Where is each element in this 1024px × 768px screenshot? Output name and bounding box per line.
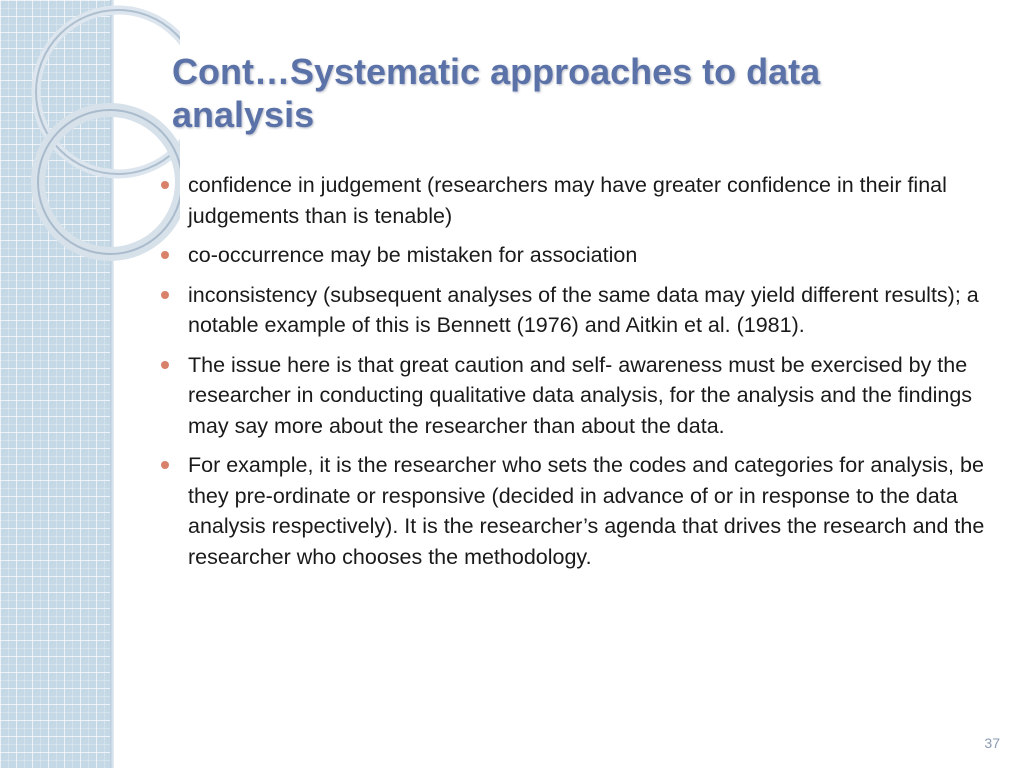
bullet-dot-icon xyxy=(161,461,169,469)
bullet-item xyxy=(188,450,994,572)
bullet-list xyxy=(188,170,994,581)
bullet-text: The issue here is that great caution and self- awareness must be exercised by the researcher in conducting qualitative data analysis, for the analysis and the findings may say more about the researcher than about the data. xyxy=(188,352,973,438)
bullet-dot-icon xyxy=(161,291,169,299)
bullet-item xyxy=(188,240,994,271)
bullet-dot-icon xyxy=(161,181,169,189)
slide-number: 37 xyxy=(984,735,1000,751)
bullet-text: co-occurrence may be mistaken for association xyxy=(188,243,638,267)
bullet-item xyxy=(188,170,994,231)
slide-title: Cont…Systematic approaches to data analysis xyxy=(172,51,821,135)
decorative-circles xyxy=(0,0,180,300)
bullet-dot-icon xyxy=(161,361,169,369)
bullet-text: confidence in judgement (researchers may have greater confidence in their final judgements than is tenable) xyxy=(188,173,947,228)
bullet-item xyxy=(188,350,994,442)
bullet-text: inconsistency (subsequent analyses of the same data may yield different results); a notable example of this is Bennett (1976) and Aitkin et al. (1981). xyxy=(188,282,979,337)
bullet-dot-icon xyxy=(161,251,169,259)
bullet-text: For example, it is the researcher who sets the codes and categories for analysis, be they pre-ordinate or responsive (decided in advance of or in response to the data analysis respectively). It is the researcher’s agenda that drives the research and the researcher who chooses the methodology. xyxy=(188,453,985,569)
bullet-item xyxy=(188,280,994,341)
